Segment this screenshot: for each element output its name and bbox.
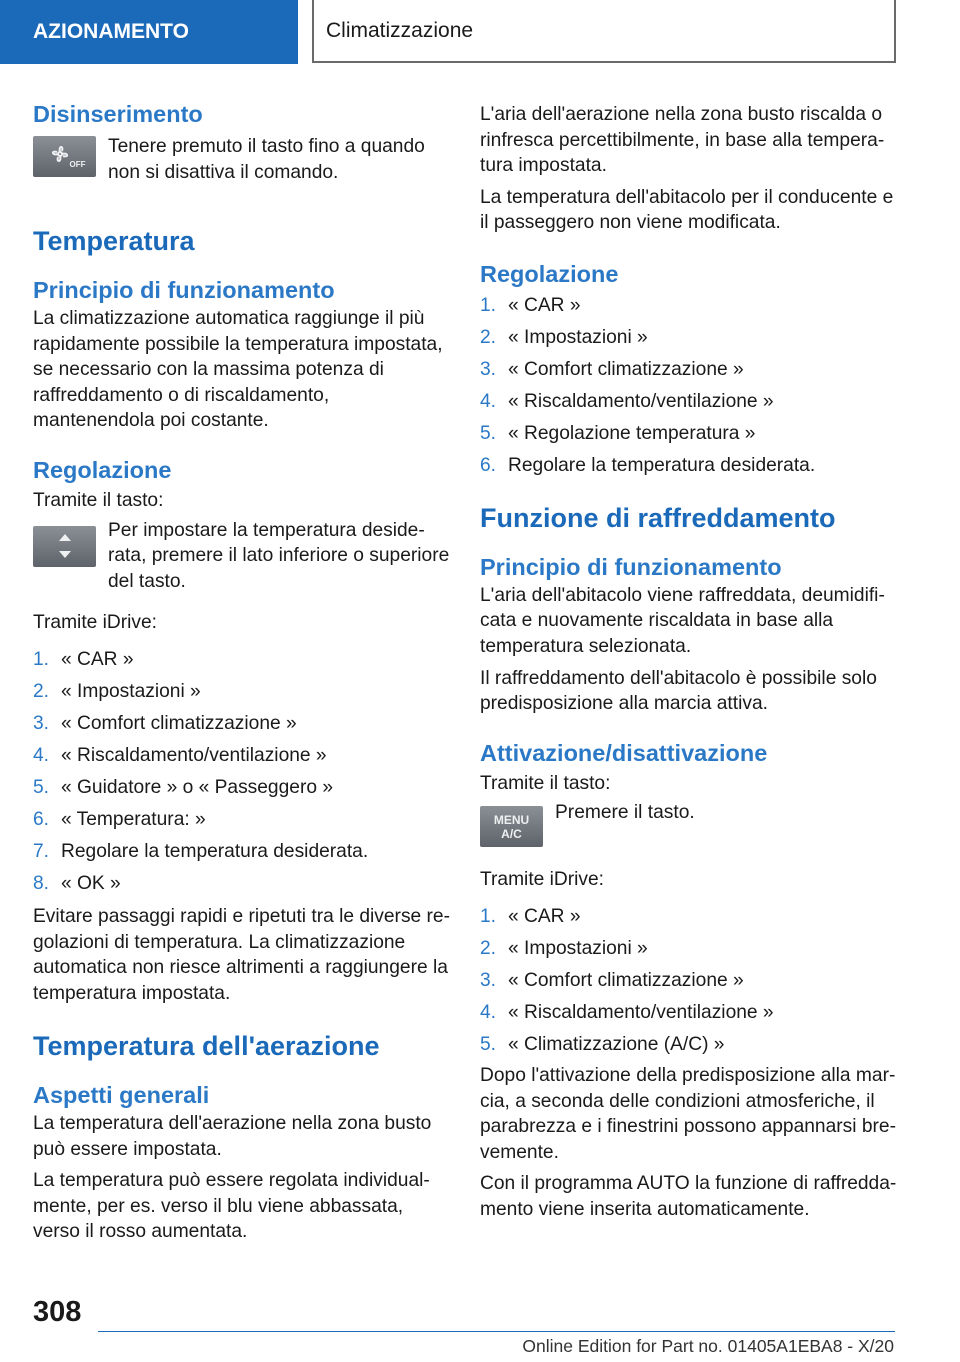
step-number: 1.	[480, 295, 497, 317]
list-item	[480, 322, 898, 354]
raffr-text-2: Il raffreddamento dell'abitacolo è possibile solo predisposizione alla marcia attiva.	[480, 667, 877, 715]
step-number: 6.	[480, 455, 497, 477]
step-text: « Riscaldamento/ventilazione »	[508, 391, 774, 413]
fan-off-key-row	[33, 130, 451, 185]
step-number: 3.	[480, 970, 497, 992]
temp-rocker-key-icon	[33, 526, 96, 567]
menu-ac-key-icon	[480, 806, 543, 847]
step-number: 2.	[480, 327, 497, 349]
right-column	[480, 100, 898, 1223]
heading-disinserimento: Disinserimento	[33, 101, 203, 127]
edition-text: Online Edition for Part no. 01405A1EBA8 - X/20	[522, 1336, 894, 1356]
page-header	[0, 0, 960, 66]
list-item	[33, 676, 451, 708]
step-number: 5.	[480, 423, 497, 445]
step-number: 4.	[480, 1002, 497, 1024]
list-item	[33, 644, 451, 676]
list-item	[33, 708, 451, 740]
list-item	[480, 933, 898, 965]
temp-note: Evitare passaggi rapidi e ripetuti tra le diverse regolazioni di temperatura. La climatizzazione automatica non riesce altrimenti a raggiungere la temperatura impostata.	[33, 906, 450, 1004]
step-number: 2.	[33, 681, 50, 703]
disinserimento-text: Tenere premuto il tasto fino a quando non si disattiva il comando.	[108, 136, 425, 183]
step-text: « CAR »	[508, 295, 581, 317]
step-number: 5.	[33, 777, 50, 799]
step-text: « Riscaldamento/ventilazione »	[61, 745, 327, 767]
aerazione-text-1: La temperatura dell'aerazione nella zona busto può essere impostata.	[33, 1113, 432, 1160]
step-text: « OK »	[61, 873, 121, 895]
raffr-text-1: L'aria dell'abitacolo viene raffreddata, deumidificata e nuovamente riscaldata in base alla temperatura selezionata.	[480, 584, 885, 657]
step-number: 2.	[480, 938, 497, 960]
aerazione-text-2: La temperatura può essere regolata individualmente, per es. verso il blu viene abbassata, verso il rosso aumentata.	[33, 1170, 430, 1243]
list-item	[480, 997, 898, 1029]
temp-key-row	[33, 520, 451, 595]
list-item	[480, 290, 898, 322]
step-text: Regolare la temperatura desiderata.	[61, 841, 369, 863]
raffr-tramite-idrive: Tramite iDrive:	[480, 869, 605, 891]
heading-aspetti-generali: Aspetti generali	[33, 1081, 210, 1108]
menu-ac-key-label-bottom: A/C	[501, 826, 522, 841]
fan-off-key-label: OFF	[69, 160, 86, 170]
heading-principio-raffr: Principio di funzionamento	[480, 553, 782, 580]
step-number: 1.	[33, 649, 50, 671]
step-text: « Impostazioni »	[508, 327, 648, 349]
heading-temp-aerazione: Temperatura dell'aerazione	[33, 1031, 380, 1062]
section-tab: AZIONAMENTO	[0, 0, 298, 64]
aerazione-idrive-steps	[480, 290, 898, 482]
step-text: « Comfort climatizzazione »	[508, 359, 744, 381]
temp-key-text: Per impostare la temperatura desiderata, premere il lato inferiore o superiore del tasto.	[108, 519, 450, 592]
list-item	[33, 868, 451, 900]
list-item	[480, 354, 898, 386]
aerazione-intro-1: L'aria dell'aerazione nella zona busto riscalda o rinfresca percettibilmente, in base alla temperatura impostata.	[480, 104, 885, 177]
raffr-text-3: Dopo l'attivazione della predisposizione alla marcia, a seconda delle condizioni atmosferiche, il parabrezza e i finestrini possono appannarsi brevemente.	[480, 1065, 896, 1163]
step-number: 7.	[33, 841, 50, 863]
step-text: « CAR »	[508, 906, 581, 928]
step-text: « Regolazione temperatura »	[508, 423, 756, 445]
step-text: « Climatizzazione (A/C) »	[508, 1034, 725, 1056]
list-item	[480, 450, 898, 482]
step-text: Regolare la temperatura desiderata.	[508, 455, 816, 477]
list-item	[33, 804, 451, 836]
heading-attivazione: Attivazione/disattivazione	[480, 739, 768, 766]
list-item	[33, 836, 451, 868]
fan-off-key-icon	[33, 136, 96, 177]
step-text: « Guidatore » o « Passeggero »	[61, 777, 334, 799]
page-number: 308	[33, 1296, 82, 1328]
step-number: 3.	[33, 713, 50, 735]
step-text: « Impostazioni »	[508, 938, 648, 960]
heading-temperatura: Temperatura	[33, 226, 195, 257]
chapter-title: Climatizzazione	[312, 0, 896, 63]
up-down-arrows-icon	[55, 530, 75, 562]
heading-raffreddamento: Funzione di raffreddamento	[480, 503, 836, 534]
step-text: « Temperatura: »	[61, 809, 206, 831]
ac-key-text: Premere il tasto.	[555, 802, 695, 824]
step-number: 1.	[480, 906, 497, 928]
footer-rule	[98, 1331, 895, 1332]
step-text: « CAR »	[61, 649, 134, 671]
tramite-idrive-label: Tramite iDrive:	[33, 612, 158, 634]
list-item	[480, 901, 898, 933]
raffr-text-4: Con il programma AUTO la funzione di raffreddamento viene inserita automaticamente.	[480, 1173, 897, 1221]
raffr-tramite-tasto: Tramite il tasto:	[480, 772, 611, 794]
list-item	[480, 418, 898, 450]
list-item	[480, 386, 898, 418]
step-text: « Riscaldamento/ventilazione »	[508, 1002, 774, 1024]
step-text: « Comfort climatizzazione »	[61, 713, 297, 735]
step-number: 6.	[33, 809, 50, 831]
left-column	[33, 100, 451, 1245]
heading-principio-temp: Principio di funzionamento	[33, 276, 335, 303]
temp-idrive-steps	[33, 644, 451, 900]
step-text: « Comfort climatizzazione »	[508, 970, 744, 992]
list-item	[480, 1029, 898, 1061]
step-number: 4.	[480, 391, 497, 413]
step-number: 4.	[33, 745, 50, 767]
list-item	[33, 772, 451, 804]
tramite-tasto-label: Tramite il tasto:	[33, 490, 164, 512]
step-number: 5.	[480, 1034, 497, 1056]
step-number: 8.	[33, 873, 50, 895]
heading-regolazione-aerazione: Regolazione	[480, 260, 619, 287]
heading-regolazione-temp: Regolazione	[33, 456, 172, 483]
step-number: 3.	[480, 359, 497, 381]
ac-key-row	[480, 802, 898, 847]
menu-ac-key-label-top: MENU	[493, 812, 530, 827]
principio-temp-text: La climatizzazione automatica raggiunge il più rapidamente possibile la temperatura impostata, se necessario con la massima potenza di raffreddamento o di riscaldamento, mantenendola poi costante.	[33, 307, 443, 432]
step-text: « Impostazioni »	[61, 681, 201, 703]
aerazione-intro-2: La temperatura dell'abitacolo per il conducente e il passeggero non viene modificata.	[480, 186, 894, 234]
raffr-idrive-steps	[480, 901, 898, 1061]
list-item	[33, 740, 451, 772]
list-item	[480, 965, 898, 997]
